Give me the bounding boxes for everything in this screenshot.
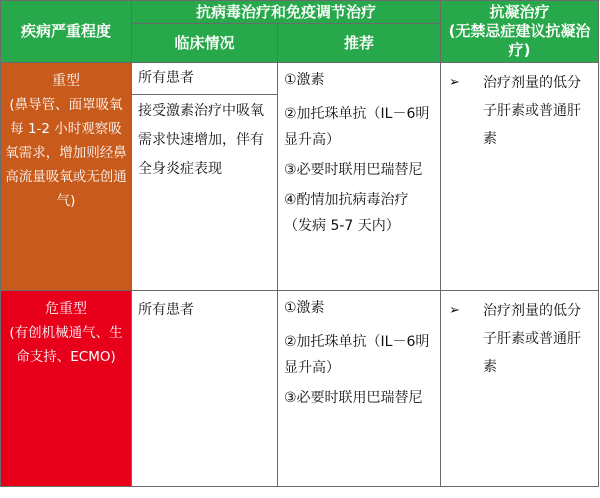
- clinical-column-header: [132, 24, 278, 63]
- recommend-item: ③必要时联用巴瑞替尼: [284, 162, 423, 178]
- severity-description: (有创机械通气、生命支持、ECMO): [9, 325, 123, 365]
- clinical-item: 所有患者: [138, 70, 194, 86]
- arrow-bullet-icon: ➢: [449, 75, 460, 90]
- severity-description: (鼻导管、面罩吸氧每 1-2 小时观察吸氧需求，增加则经鼻高流量吸氧或无创通气): [5, 97, 127, 209]
- severity-title: 危重型: [45, 301, 87, 317]
- table-row-critical: [1, 291, 599, 487]
- clinical-item: 所有患者: [138, 302, 194, 318]
- recommend-item: ④酌情加抗病毒治疗（发病 5-7 天内）: [284, 192, 409, 234]
- severity-title: 重型: [52, 73, 80, 89]
- recommend-column-header-text: 推荐: [344, 33, 375, 52]
- severity-column-header: [1, 1, 132, 63]
- severity-column-header-text: 疾病严重程度: [20, 22, 111, 40]
- recommend-item: ③必要时联用巴瑞替尼: [284, 390, 423, 406]
- table-row-severe: [1, 63, 599, 291]
- clinical-column-header-text: 临床情况: [174, 33, 235, 52]
- anticoag-column-header: [441, 1, 599, 63]
- recommend-cell-critical: [278, 291, 441, 487]
- arrow-bullet-icon: ➢: [449, 303, 460, 318]
- recommend-item: ①激素: [284, 300, 325, 316]
- anticoag-cell-severe: [441, 63, 599, 291]
- clinical-item: 接受激素治疗中吸氧需求快速增加，伴有全身炎症表现: [132, 94, 277, 186]
- anticoag-header-subtitle: (无禁忌症建议抗凝治疗): [448, 22, 591, 59]
- severity-cell-severe: [1, 63, 132, 291]
- recommend-item: ①激素: [284, 72, 325, 88]
- recommend-cell-severe: [278, 63, 441, 291]
- recommend-item: ②加托珠单抗（IL－6明显升高）: [284, 334, 430, 376]
- anticoag-cell-critical: [441, 291, 599, 487]
- antiviral-group-header: [132, 1, 441, 24]
- clinical-cell-critical: [132, 291, 278, 487]
- recommend-column-header: [278, 24, 441, 63]
- anticoag-text: 治疗剂量的低分子肝素或普通肝素: [483, 75, 582, 147]
- recommend-item: ②加托珠单抗（IL－6明显升高）: [284, 106, 430, 148]
- severity-cell-critical: [1, 291, 132, 487]
- clinical-cell-severe: [132, 63, 278, 291]
- antiviral-group-header-text: 抗病毒治疗和免疫调节治疗: [196, 2, 377, 21]
- anticoag-text: 治疗剂量的低分子肝素或普通肝素: [483, 303, 582, 375]
- anticoag-header-title: 抗凝治疗: [489, 3, 550, 21]
